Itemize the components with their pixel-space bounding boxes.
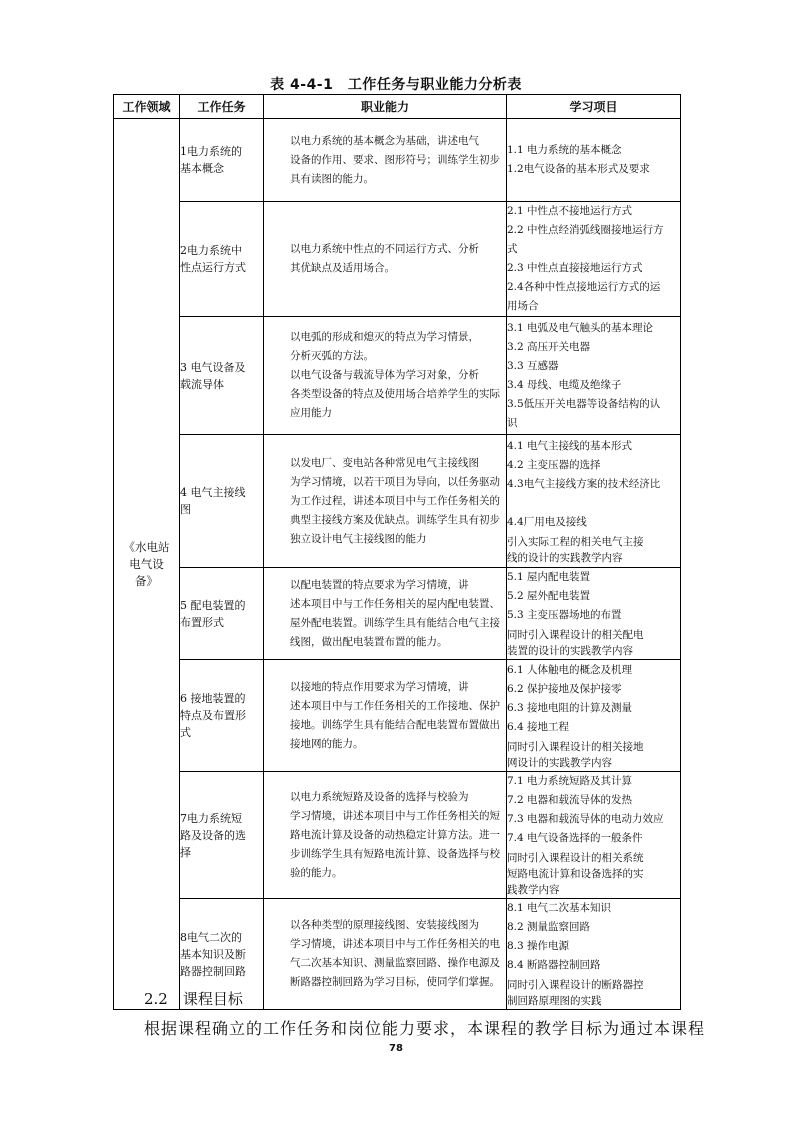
ability-line: 气二次基本知识、测量监察回路、操作电源及 [290, 957, 500, 969]
items-cell [507, 435, 681, 568]
ability-line: 屋外配电装置。训练学生具有能结合电气主接 [290, 616, 500, 629]
learning-item: 4.1 电气主接线的基本形式 [507, 439, 633, 452]
header-items: 学习项目 [507, 95, 681, 119]
ability-line: 具有读图的能力。 [290, 172, 374, 185]
learning-item: 3.2 高压开关电器 [507, 340, 591, 353]
learning-item: 式 [507, 243, 518, 255]
task-line: 基本知识及断 [180, 947, 246, 961]
learning-item [507, 494, 680, 513]
note-line: 践教学内容 [507, 884, 560, 896]
learning-item: 6.2 保护接地及保护接零 [507, 682, 622, 695]
learning-item: 3.1 电弧及电气触头的基本理论 [507, 321, 654, 334]
header-ability: 职业能力 [264, 95, 507, 119]
task-cell [180, 772, 264, 899]
learning-item: 8.4 断路器控制回路 [507, 959, 601, 971]
ability-line: 步训练学生具有短路电流计算、设备选择与校 [290, 847, 500, 860]
ability-cell [264, 899, 507, 1010]
task-line: 路器控制回路 [180, 964, 246, 978]
learning-item: 3.4 母线、电缆及绝缘子 [507, 378, 622, 391]
item-note [507, 850, 680, 898]
domain-cell [114, 119, 180, 1010]
table-row [114, 202, 681, 317]
note-line: 同时引入课程设计的相关系统 [507, 852, 644, 864]
learning-item: 6.1 人体触电的概念及机理 [507, 663, 633, 676]
note-line: 同时引入课程设计的相关配电 [507, 629, 644, 641]
table-row [114, 317, 681, 435]
ability-line: 以电力系统中性点的不同运行方式、分析 [290, 243, 479, 255]
table-header-row [114, 95, 681, 119]
ability-line: 线图，做出配电装置布置的能力。 [290, 635, 448, 648]
learning-item: 3.5低压开关电器等设备结构的认 [507, 397, 661, 410]
items-cell [507, 568, 681, 660]
task-line: 路及设备的选 [180, 828, 246, 842]
learning-item: 识 [507, 416, 518, 429]
learning-item: 4.2 主变压器的选择 [507, 458, 601, 471]
task-cell [180, 202, 264, 317]
ability-line: 路电流计算及设备的动热稳定计算方法。进一 [290, 828, 500, 841]
header-domain: 工作领域 [114, 95, 180, 119]
learning-item: 2.2 中性点经消弧线圈接地运行方 [507, 224, 664, 236]
ability-line: 接地。训练学生具有能结合配电装置布置做出 [290, 718, 500, 731]
task-cell [180, 435, 264, 568]
items-cell [507, 772, 681, 899]
ability-line: 以接地的特点作用要求为学习情境，讲 [290, 680, 469, 693]
ability-cell [264, 435, 507, 568]
ability-line: 各类型设备的特点及使用场合培养学生的实际 [290, 388, 500, 400]
item-note [507, 534, 680, 566]
ability-line: 以发电厂、变电站各种常见电气主接线图 [290, 456, 479, 469]
task-line: 4 电气主接线 [180, 486, 246, 499]
learning-item: 2.1 中性点不接地运行方式 [507, 205, 633, 217]
learning-item: 7.4 电气设备选择的一般条件 [507, 832, 643, 844]
ability-line: 验的能力。 [290, 866, 343, 879]
table-row [114, 119, 681, 202]
learning-item: 5.2 屋外配电装置 [507, 590, 591, 602]
items-cell [507, 899, 681, 1010]
learning-item: 8.3 操作电源 [507, 940, 570, 952]
task-line: 特点及布置形 [180, 709, 246, 722]
learning-item: 7.2 电器和载流导体的发热 [507, 794, 633, 806]
task-line: 载流导体 [180, 377, 224, 391]
task-line: 2电力系统中 [180, 244, 242, 257]
learning-item: 7.1 电力系统短路及其计算 [507, 775, 633, 787]
ability-line: 为学习情境，以若干项目为导向，以任务驱动 [290, 475, 500, 488]
ability-cell [264, 202, 507, 317]
learning-item: 5.3 主变压器场地的布置 [507, 609, 622, 621]
learning-item: 2.4各种中性点接地运行方式的运 [507, 281, 661, 293]
note-line: 网设计的实践教学内容 [507, 756, 612, 769]
task-line: 1电力系统的 [180, 145, 242, 158]
learning-item: 6.3 接地电阻的计算及测量 [507, 701, 633, 714]
task-line: 基本概念 [180, 162, 224, 175]
learning-item: 1.1 电力系统的基本概念 [507, 144, 622, 156]
task-cell [180, 119, 264, 202]
ability-line: 学习情境，讲述本项目中与工作任务相关的电 [290, 938, 500, 950]
task-cell [180, 568, 264, 660]
ability-line: 设备的作用、要求、图形符号；训练学生初步 [290, 153, 500, 166]
table-row [114, 660, 681, 772]
ability-line: 典型主接线方案及优缺点。训练学生具有初步 [290, 513, 500, 526]
domain-line: 备》 [135, 573, 158, 588]
analysis-table [113, 94, 681, 1010]
task-line: 7电力系统短 [180, 811, 242, 825]
task-line: 8电气二次的 [180, 930, 242, 944]
items-cell [507, 202, 681, 317]
note-line: 短路电流计算和设备选择的实 [507, 868, 644, 880]
ability-line: 以电力系统的基本概念为基础，讲述电气 [290, 134, 479, 147]
note-line: 制回路原理图的实践 [507, 995, 602, 1007]
task-line: 图 [180, 503, 191, 516]
task-line: 式 [180, 726, 191, 739]
header-task: 工作任务 [180, 95, 264, 119]
ability-line: 以电弧的形成和熄灭的特点为学习情景， [290, 331, 479, 343]
ability-cell [264, 772, 507, 899]
table-row [114, 772, 681, 899]
ability-line: 接地网的能力。 [290, 737, 364, 750]
domain-line: 电气设 [129, 556, 164, 571]
ability-line: 独立设计电气主接线图的能力 [290, 532, 427, 545]
learning-item: 7.3 电器和载流导体的电动力效应 [507, 813, 664, 825]
note-line: 引入实际工程的相关电气主接 [507, 535, 644, 548]
task-line: 性点运行方式 [180, 261, 246, 274]
page-number: 78 [389, 1043, 403, 1054]
ability-line: 以电力系统短路及设备的选择与校验为 [290, 790, 469, 803]
domain-line: 《水电站 [123, 539, 170, 554]
ability-line: 应用能力 [290, 407, 332, 419]
items-cell [507, 119, 681, 202]
task-line: 6 接地装置的 [180, 692, 246, 705]
learning-item: 4.4厂用电及接线 [507, 515, 587, 528]
ability-line: 为工作过程，讲述本项目中与工作任务相关的 [290, 494, 500, 507]
note-line: 装置的设计的实践教学内容 [507, 645, 633, 657]
learning-item: 8.2 测量监察回路 [507, 921, 591, 933]
learning-item: 用场合 [507, 300, 539, 312]
table-caption: 表 4-4-1 工作任务与职业能力分析表 [270, 77, 522, 93]
ability-line: 其优缺点及适用场合。 [290, 262, 395, 274]
ability-cell [264, 119, 507, 202]
ability-cell [264, 660, 507, 772]
ability-line: 分析灭弧的方法。 [290, 350, 374, 362]
learning-item: 6.4 接地工程 [507, 720, 570, 733]
section-heading: 2.2 课程目标 [144, 990, 243, 1008]
ability-line: 以配电装置的特点要求为学习情境，讲 [290, 578, 469, 591]
ability-cell [264, 568, 507, 660]
note-line: 同时引入课程设计的断路器控 [507, 979, 644, 991]
items-cell [507, 317, 681, 435]
body-paragraph: 根据课程确立的工作任务和岗位能力要求，本课程的教学目标为通过本课程 [144, 1019, 706, 1038]
item-note [507, 739, 680, 771]
learning-item: 1.2电气设备的基本形式及要求 [507, 163, 650, 175]
note-line: 线的设计的实践教学内容 [507, 551, 623, 564]
ability-line: 以电气设备与载流导体为学习对象，分析 [290, 369, 479, 381]
note-line: 同时引入课程设计的相关接地 [507, 740, 644, 753]
learning-item: 3.3 互感器 [507, 359, 559, 372]
items-cell [507, 660, 681, 772]
ability-cell [264, 317, 507, 435]
task-line: 布置形式 [180, 615, 224, 629]
item-note [507, 977, 680, 1009]
ability-line: 述本项目中与工作任务相关的屋内配电装置、 [290, 597, 500, 610]
ability-line: 以各种类型的原理接线图、安装接线图为 [290, 919, 479, 931]
table-row [114, 435, 681, 568]
learning-item: 4.3电气主接线方案的技术经济比 [507, 477, 661, 490]
ability-line: 述本项目中与工作任务相关的工作接地、保护 [290, 699, 500, 712]
item-note [507, 627, 680, 659]
task-line: 择 [180, 845, 191, 859]
task-cell [180, 317, 264, 435]
learning-item: 5.1 屋内配电装置 [507, 571, 591, 583]
ability-line: 学习情境，讲述本项目中与工作任务相关的短 [290, 809, 500, 822]
learning-item: 8.1 电气二次基本知识 [507, 902, 612, 914]
table-row [114, 568, 681, 660]
ability-line: 断路器控制回路为学习目标，使同学们掌握。 [290, 976, 500, 988]
learning-item: 2.3 中性点直接接地运行方式 [507, 262, 643, 274]
task-line: 3 电气设备及 [180, 360, 246, 374]
task-cell [180, 660, 264, 772]
task-line: 5 配电装置的 [180, 598, 246, 612]
